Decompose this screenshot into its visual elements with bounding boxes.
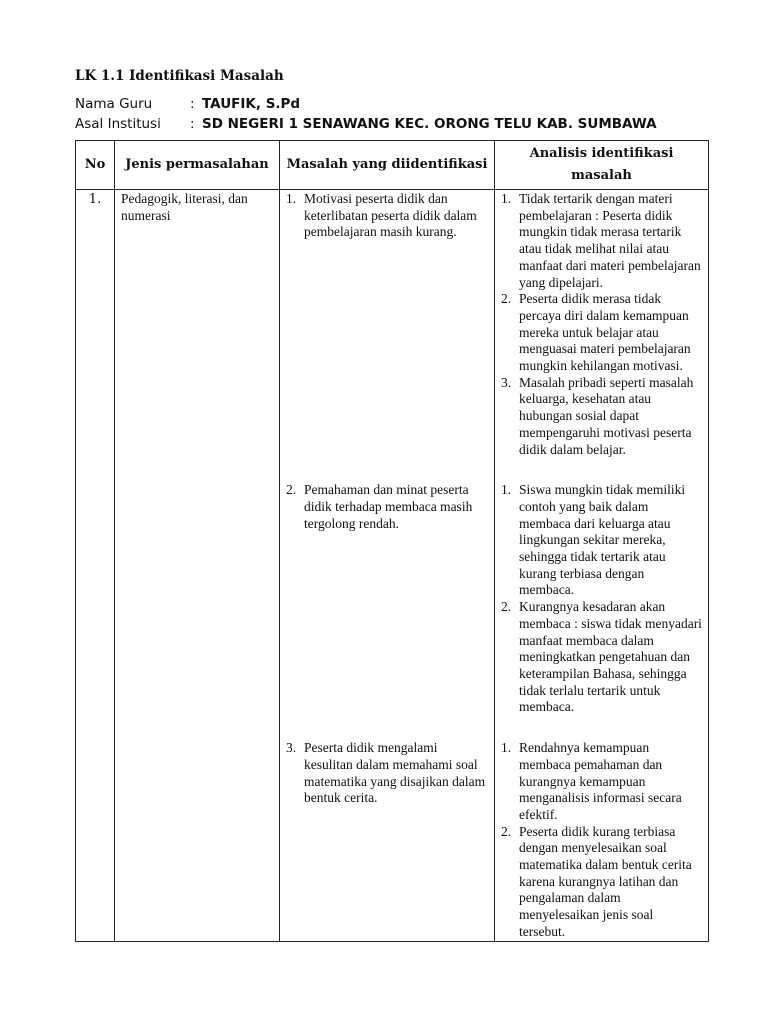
list-number: 2. [286,482,297,498]
list-number: 1. [286,191,297,206]
cell-analisis-3 [495,739,709,941]
list-item [501,824,702,941]
masalah-list [286,740,488,807]
header-analisis: Analisis identifikasi masalah [495,141,709,190]
cell-masalah-2 [280,481,495,739]
list-item [501,375,702,459]
table-header-row [76,141,709,190]
list-text: Masalah pribadi seperti masalah keluarga, kesehatan atau hubungan sosial dapat mempengaruhi motivasi peserta didik dalam belajar. [519,374,694,457]
list-text: Peserta didik kurang terbiasa dengan menyelesaikan soal matematika dalam bentuk cerita karena kurangnya latihan dan pengalaman dalam menyelesaikan jenis soal tersebut. [519,823,692,939]
nama-guru-label: Nama Guru [75,96,153,112]
list-item [286,740,488,807]
list-text: Siswa mungkin tidak memiliki contoh yang baik dalam membaca dari keluarga atau lingkungan sekitar mereka, sehingga tidak tertarik atau kurang terbiasa dengan membaca. [519,482,686,598]
list-item [501,291,702,375]
spacer [501,716,702,739]
colon: : [190,116,195,132]
list-text: Peserta didik mengalami kesulitan dalam memahami soal matematika yang disajikan dalam bentuk cerita. [304,740,486,806]
list-number: 2. [501,823,512,839]
nama-guru-row [75,96,300,112]
list-item [501,740,702,824]
asal-institusi-value: SD NEGERI 1 SENAWANG KEC. ORONG TELU KAB. SUMBAWA [202,116,657,132]
document-title: LK 1.1 Identifikasi Masalah [75,68,284,84]
list-number: 1. [501,740,512,756]
cell-analisis-1 [495,190,709,482]
list-text: Motivasi peserta didik dan keterlibatan peserta didik dalam pembelajaran masih kurang. [304,191,477,240]
analisis-list [501,740,702,940]
list-item [501,599,702,716]
list-number: 3. [501,374,512,390]
cell-jenis: Pedagogik, literasi, dan numerasi [115,190,280,942]
colon: : [190,96,195,112]
list-text: Tidak tertarik dengan materi pembelajaran : Peserta didik mungkin tidak merasa tertarik atau tidak melihat nilai atau manfaat dari materi pembelajaran yang dipelajari. [519,191,701,290]
table-row [76,190,709,482]
analisis-list [501,191,702,458]
header-masalah: Masalah yang diidentifikasi [280,141,495,190]
list-text: Peserta didik merasa tidak percaya diri dalam kemampuan mereka untuk belajar atau menguasai materi pembelajaran mungkin kehilangan motivasi. [519,291,691,374]
masalah-list [286,191,488,241]
list-item [501,191,702,291]
identification-table [75,140,709,942]
list-number: 2. [501,291,512,307]
header-no: No [76,141,115,190]
asal-institusi-label: Asal Institusi [75,116,161,132]
list-number: 3. [286,740,297,756]
list-text: Pemahaman dan minat peserta didik terhadap membaca masih tergolong rendah. [304,482,473,531]
nama-guru-value: TAUFIK, S.Pd [202,96,301,112]
list-number: 1. [501,482,512,498]
list-number: 2. [501,599,512,615]
analisis-list [501,482,702,716]
header-jenis: Jenis permasalahan [115,141,280,190]
cell-no: 1. [76,190,115,942]
cell-masalah-3 [280,739,495,941]
list-text: Rendahnya kemampuan membaca pemahaman dan kurangnya kemampuan menganalisis informasi secara efektif. [519,740,682,822]
list-item [286,191,488,241]
list-item [501,482,702,599]
asal-institusi-row [75,116,657,132]
spacer [501,458,702,481]
list-item [286,482,488,532]
cell-masalah-1 [280,190,495,482]
masalah-list [286,482,488,532]
list-text: Kurangnya kesadaran akan membaca : siswa tidak menyadari manfaat membaca dalam meningkatkan pengetahuan dan keterampilan Bahasa, sehingga tidak terlalu tertarik untuk membaca. [519,599,702,715]
list-number: 1. [501,191,512,206]
cell-analisis-2 [495,481,709,739]
